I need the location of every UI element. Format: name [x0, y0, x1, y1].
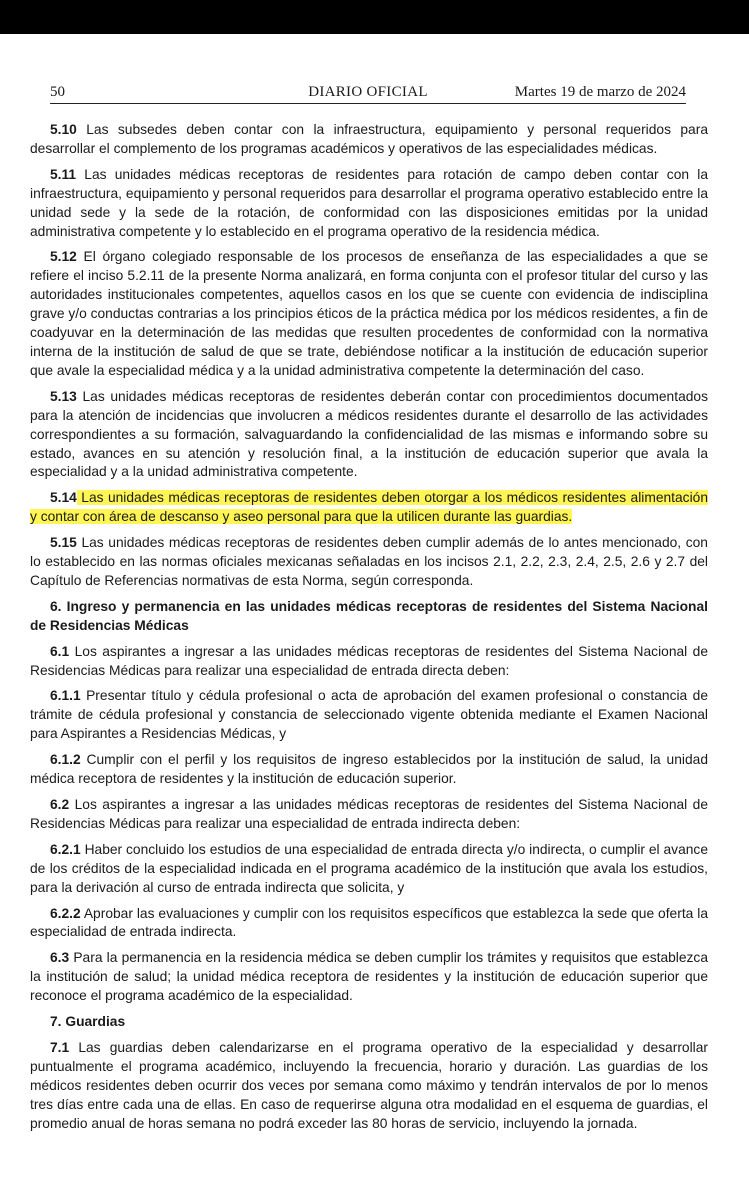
- clause-number: 6.3: [50, 950, 70, 966]
- clause-number: 5.10: [50, 122, 77, 137]
- clause-number: 6.1.2: [50, 752, 81, 768]
- paragraph-6-1: [30, 643, 708, 681]
- page-number: 50: [50, 84, 65, 100]
- paragraph-5-15: [30, 534, 708, 591]
- clause-number: 5.13: [50, 388, 77, 404]
- clause-number: 5.15: [50, 535, 77, 551]
- clause-text: Cumplir con el perfil y los requisitos de ingreso establecidos por la institución de salud, la unidad médica receptora de residentes y la institución de educación superior.: [30, 752, 708, 787]
- paragraph-6-2-1: [30, 841, 708, 898]
- page-header: [50, 84, 686, 104]
- paragraph-6-1-2: [30, 751, 708, 789]
- clause-text: Las subsedes deben contar con la infraestructura, equipamiento y personal requeridos para desarrollar el complemento de los programas académicos y operativos de las especialidades médicas.: [30, 122, 708, 156]
- paragraph-5-13: [30, 388, 708, 483]
- clause-text: Las guardias deben calendarizarse en el programa operativo de la especialidad y desarrollar puntualmente el programa académico, incluyendo la frecuencia, horario y duración. Las guardias de los médicos residentes deben ocurrir dos veces por semana como máximo y tendrán intervalos de por lo menos tres días entre cada una de ellas. En caso de requerirse alguna otra modalidad en el esquema de guardias, el promedio anual de horas semana no podrá exceder las 80 horas de servicio, incluyendo la jornada.: [30, 1039, 708, 1131]
- publication-date: Martes 19 de marzo de 2024: [514, 84, 686, 100]
- document-body: [30, 121, 708, 1134]
- paragraph-5-11: [30, 166, 708, 242]
- paragraph-6-2: [30, 796, 708, 834]
- highlighted-clause-text: Las unidades médicas receptoras de residentes deben otorgar a los médicos residentes alimentación y contar con área de descanso y aseo personal para que la utilicen durante las guardias.: [30, 490, 708, 525]
- clause-number: 6.1: [50, 643, 70, 659]
- clause-text: Los aspirantes a ingresar a las unidades médicas receptoras de residentes del Sistema Nacional de Residencias Médicas para realizar una especialidad de entrada indirecta deben:: [30, 797, 708, 831]
- clause-text: Las unidades médicas receptoras de residentes deben cumplir además de lo antes mencionado, con lo establecido en las normas oficiales mexicanas señaladas en los incisos 2.1, 2.2, 2.3, 2.4, 2.5, 2.6 y 2.7 del Capítulo de Referencias normativas de esta Norma, según corresponda.: [30, 535, 708, 588]
- clause-text: Haber concluido los estudios de una especialidad de entrada directa y/o indirecta, o cumplir el avance de los créditos de la especialidad indicada en el programa académico de la institución que avala los estudios, para la derivación al curso de entrada indirecta que solicita, y: [30, 841, 708, 895]
- paragraph-6-1-1: [30, 687, 708, 744]
- top-black-band: [0, 0, 749, 34]
- clause-text: El órgano colegiado responsable de los procesos de enseñanza de las especialidades a que se refiere el inciso 5.2.11 de la presente Norma analizará, en forma conjunta con el profesor titular del curso y las autoridades institucionales competentes, aquellos casos en los que se cuente con evidencia de indisciplina grave y/o conductas contrarias a los principios éticos de la práctica médica por los médicos residentes, a fin de coadyuvar en la determinación de las medidas que resulten procedentes de conformidad con la normativa interna de la institución de salud de que se trate, debiéndose notificar a la institución de educación superior que avale la especialidad médica y a la unidad administrativa competente la determinación del caso.: [30, 249, 708, 378]
- publication-title: DIARIO OFICIAL: [308, 84, 428, 100]
- section-6-heading: 6. Ingreso y permanencia en las unidades médicas receptoras de residentes del Sistema Nacional de Residencias Médicas: [30, 598, 708, 633]
- clause-number: 5.11: [50, 166, 77, 182]
- clause-number: 6.2.1: [50, 841, 81, 857]
- clause-number: 5.14: [50, 490, 77, 506]
- clause-number: 7.1: [50, 1039, 70, 1055]
- section-7-heading: 7. Guardias: [50, 1014, 126, 1030]
- paragraph-6-3: [30, 949, 708, 1006]
- clause-number: 6.2.2: [50, 905, 81, 921]
- clause-number: 5.12: [50, 249, 77, 265]
- clause-text: Aprobar las evaluaciones y cumplir con los requisitos específicos que establezca la sede que oferta la especialidad de entrada indirecta.: [30, 905, 708, 940]
- paragraph-7-1: [30, 1039, 708, 1134]
- paragraph-5-14: [30, 489, 708, 527]
- clause-text: Para la permanencia en la residencia médica se deben cumplir los trámites y requisitos que establezca la institución de salud; la unidad médica receptora de residentes y la institución de educación superior que reconoce el programa académico de la especialidad.: [30, 950, 708, 1004]
- paragraph-5-12: [30, 248, 708, 380]
- clause-number: 6.1.1: [50, 688, 81, 704]
- clause-text: Presentar título y cédula profesional o acta de aprobación del examen profesional o constancia de trámite de cédula profesional y constancia de seleccionado vigente obtenida mediante el Examen Nacional para Aspirantes a Residencias Médicas, y: [30, 688, 708, 742]
- paragraph-6-2-2: [30, 905, 708, 943]
- clause-text: Los aspirantes a ingresar a las unidades médicas receptoras de residentes del Sistema Nacional de Residencias Médicas para realizar una especialidad de entrada directa deben:: [30, 643, 708, 678]
- clause-text: Las unidades médicas receptoras de residentes deberán contar con procedimientos documentados para la atención de incidencias que involucren a médicos residentes durante el desarrollo de las actividades correspondientes a su formación, salvaguardando la confidencialidad de las mismas e informando sobre su estado, avances en su atención y resolución final, a la institución de educación superior que avala la especialidad y a la unidad administrativa competente.: [30, 388, 708, 480]
- clause-text: Las unidades médicas receptoras de residentes para rotación de campo deben contar con la infraestructura, equipamiento y personal requeridos para desarrollar el programa operativo establecido entre la unidad sede y la sede de la rotación, de conformidad con las disposiciones emitidas por la unidad administrativa competente y lo establecido en el programa operativo de la residencia médica.: [30, 166, 708, 239]
- clause-number: 6.2: [50, 797, 70, 812]
- paragraph-5-10: [30, 121, 708, 159]
